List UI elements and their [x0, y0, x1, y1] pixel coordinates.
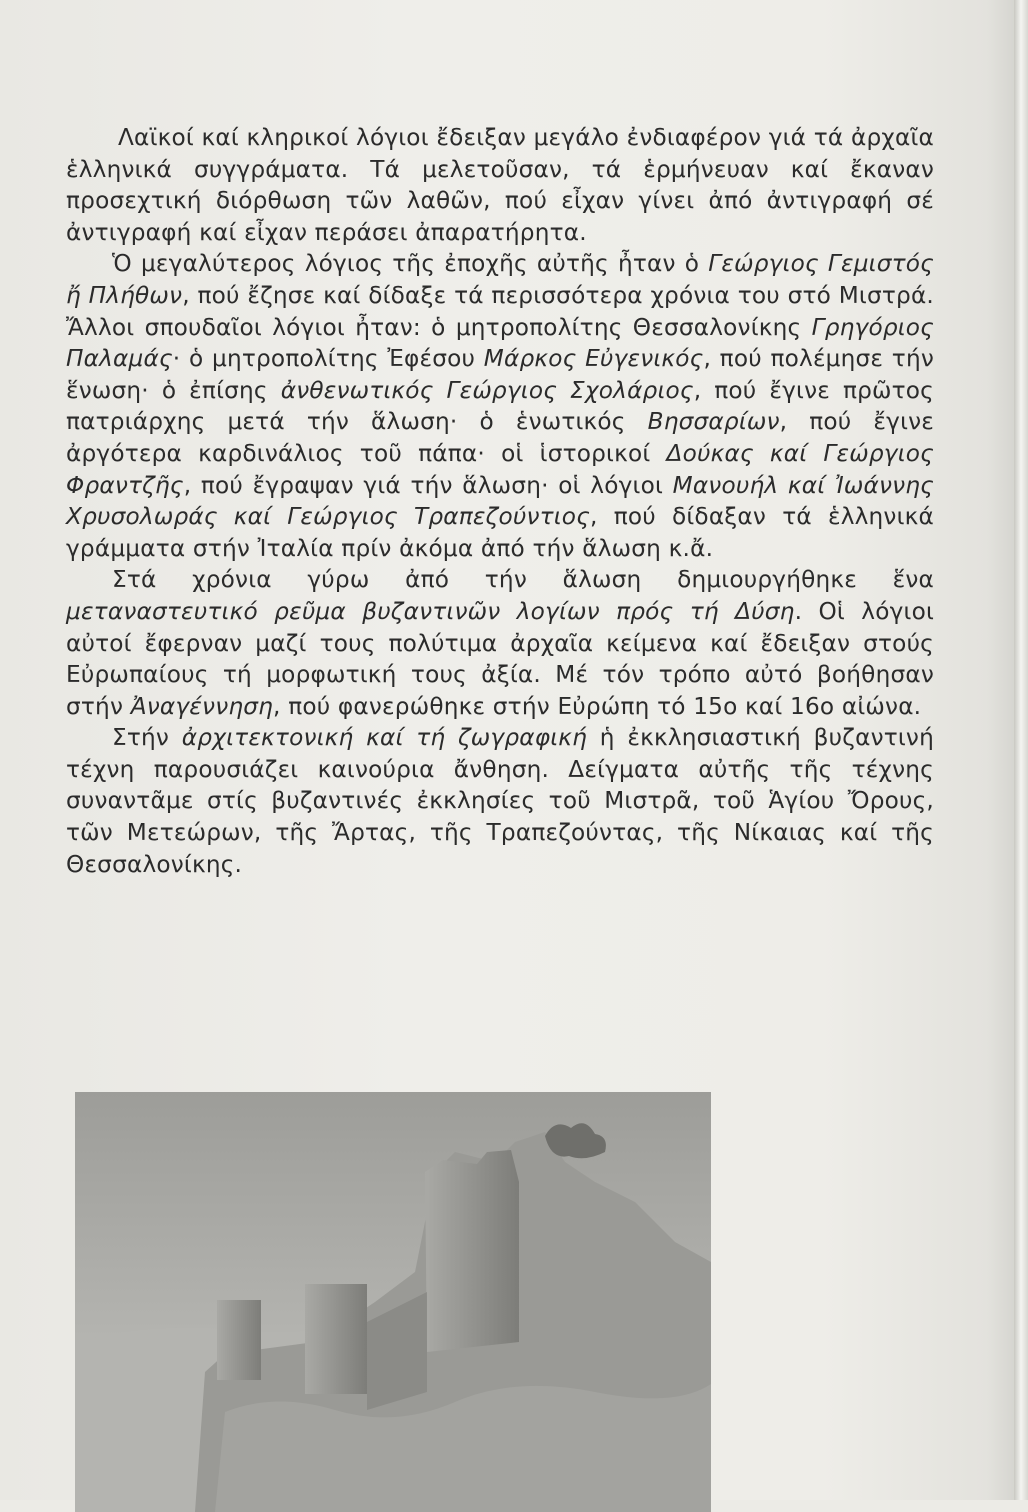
text-span: . Οἱ λόγιοι αὐτοί ἔφερναν μαζί τους πολύτιμα ἀρχαῖα κείμενα καί ἔδειξαν στούς Εὐρωπαίους τή μορφωτική τους ἀξία. Μέ τόν τρόπο αὐτό βοήθησαν στήν [66, 597, 934, 720]
italic-term: Γρηγόριος Παλαμάς [66, 313, 934, 373]
paragraph-1 [66, 122, 934, 248]
italic-term: ἀρχιτεκτονική καί τή ζωγραφική [181, 724, 588, 752]
text-span: , πού ἔγινε πρῶτος πατριάρχης μετά τήν ἅλωση· ὁ ἑνωτικός [66, 376, 934, 436]
ruins-photograph [75, 1092, 711, 1512]
body-text [66, 122, 934, 880]
italic-term: ἀνθενωτικός Γεώργιος Σχολάριος [280, 376, 694, 404]
italic-term: μεταναστευτικό ρεῦμα βυζαντινῶν λογίων πρός τή Δύση [66, 597, 795, 625]
text-span: · ὁ μητροπολίτης Ἐφέσου [172, 345, 484, 373]
italic-term: Μανουήλ καί Ἰωάννης Χρυσολωράς καί Γεώργιος Τραπεζούντιος [66, 471, 934, 531]
text-span: ἡ ἐκκλησιαστική βυζαντινή τέχνη παρουσιάζει καινούρια ἄνθηση. Δείγματα αὐτῆς τῆς τέχνης συναντᾶμε στίς βυζαντινές ἐκκλησίες τοῦ Μιστρᾶ, τοῦ Ἁγίου Ὄρους, τῶν Μετεώρων, τῆς Ἄρτας, τῆς Τραπεζούντας, τῆς Νίκαιας καί τῆς Θεσσαλονίκης. [66, 724, 934, 878]
text-span: Στήν [112, 724, 182, 752]
text-span: Στά χρόνια γύρω ἀπό τήν ἅλωση δημιουργήθηκε ἕνα [112, 566, 934, 594]
tower-left [217, 1300, 261, 1380]
italic-term: Γεώργιος Γεμιστός ἤ Πλήθων [66, 250, 934, 309]
text-span: , πού πολέμησε τήν ἕνωση· ὁ ἐπίσης [66, 345, 934, 404]
text-span: , πού δίδαξαν τά ἑλληνικά γράμματα στήν Ἰταλία πρίν ἀκόμα ἀπό τήν ἅλωση κ.ἄ. [66, 503, 934, 562]
rubble-foreground [215, 1384, 711, 1512]
paragraph-3 [66, 564, 934, 722]
text-span: Λαϊκοί καί κληρικοί λόγιοι ἔδειξαν μεγάλο ἐνδιαφέρον γιά τά ἀρχαῖα ἑλληνικά συγγράματα. Τά μελετοῦσαν, τά ἑρμήνευαν καί ἔκαναν προσεχτική διόρθωση τῶν λαθῶν, πού εἶχαν γίνει ἀπό ἀντιγραφή σέ ἀντιγραφή καί εἶχαν περάσει ἀπαρατήρητα. [66, 124, 934, 246]
text-span: , πού ἔγινε ἀργότερα καρδινάλιος τοῦ πάπα· οἱ ἱστορικοί [66, 408, 935, 467]
tower-right [425, 1150, 519, 1352]
italic-term: Ἀναγέννηση [130, 692, 274, 720]
page-edge [1014, 0, 1028, 1500]
paragraph-2 [66, 248, 934, 564]
text-span: , πού φανερώθηκε στήν Εὐρώπη τό 15ο καί 16ο αἰώνα. [273, 692, 922, 720]
italic-term: Δούκας καί Γεώργιος Φραντζῆς [66, 439, 934, 499]
italic-term: Βησσαρίων [647, 408, 780, 436]
text-span: , πού ἔζησε καί δίδαξε τά περισσότερα χρόνια του στό Μιστρά. Ἄλλοι σπουδαῖοι λόγιοι ἦταν: ὁ μητροπολίτης Θεσσαλονίκης [66, 281, 935, 341]
tower-middle [305, 1284, 367, 1394]
italic-term: Μάρκος Εὐγενικός [483, 345, 704, 373]
text-span: Ὁ μεγαλύτερος λόγιος τῆς ἐποχῆς αὐτῆς ἦταν ὁ [112, 250, 709, 278]
text-span: , πού ἔγραψαν γιά τήν ἅλωση· οἱ λόγιοι [183, 471, 673, 499]
paragraph-4 [66, 722, 934, 880]
